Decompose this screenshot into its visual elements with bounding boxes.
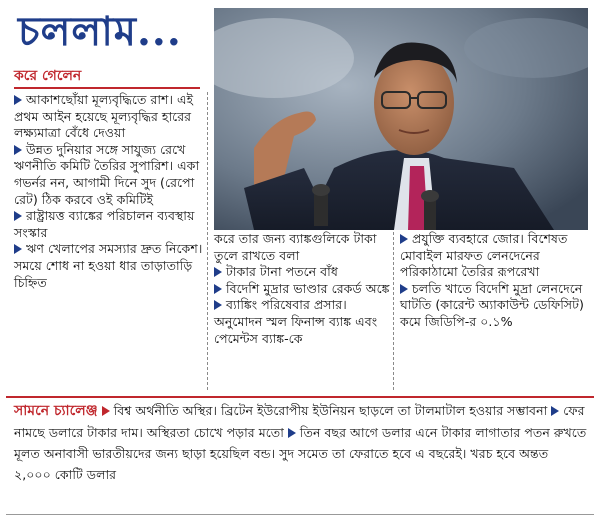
page-title: চললাম... bbox=[18, 8, 182, 55]
list-item-text: ঋণ খেলাপের সমস্যার দ্রুত নিকেশ। সময়ে শোধ না হওয়া ধার তাড়াতাড়ি চিহ্নিত bbox=[14, 241, 203, 290]
section-heading-challenge: সামনে চ্যালেঞ্জ bbox=[14, 403, 98, 419]
column-2 bbox=[214, 231, 390, 347]
list-item bbox=[214, 281, 390, 298]
list-item-text: বিদেশি মুদ্রার ভাণ্ডার রেকর্ড অঙ্কে bbox=[226, 280, 390, 296]
column-3 bbox=[400, 231, 588, 331]
list-item-continued: করে তার জন্য ব্যাঙ্কগুলিকে টাকা তুলে রাখতে বলা bbox=[214, 231, 377, 263]
triangle-bullet-icon bbox=[288, 428, 296, 438]
triangle-bullet-icon bbox=[14, 145, 22, 155]
list-item-text: চলতি খাতে বিদেশি মুদ্রা লেনদেনে ঘাটতি (কারেন্ট অ্যাকাউন্ট ডেফিসিট) কমে জিডিপি-র ০.১% bbox=[400, 280, 584, 329]
list-item bbox=[14, 241, 204, 291]
triangle-bullet-icon bbox=[14, 95, 22, 105]
portrait-image bbox=[214, 8, 588, 230]
challenge-section bbox=[14, 400, 588, 485]
section-rule bbox=[14, 87, 200, 89]
triangle-bullet-icon bbox=[214, 284, 222, 294]
challenge-item: তিন বছর আগে ডলার এনে টাকার লাগাতার পতন রুখতে মূলত অনাবাসী ভারতীয়দের জন্য ছাড়া হয়েছিল বন্ড। সুদ সমেত তা ফেরাতে হবে এ বছরেই। খরচ হবে অন্তত ২,০০০ কোটি ডলার bbox=[14, 425, 587, 482]
triangle-bullet-icon bbox=[102, 406, 110, 416]
column-divider bbox=[207, 92, 208, 390]
governor-photo bbox=[214, 8, 588, 230]
list-item-text: ব্যাঙ্কিং পরিষেবার প্রসার। অনুমোদন স্মল ফিনান্স ব্যাঙ্ক এবং পেমেন্টস ব্যাঙ্ক-কে bbox=[214, 297, 378, 346]
triangle-bullet-icon bbox=[551, 406, 559, 416]
triangle-bullet-icon bbox=[214, 267, 222, 277]
challenge-item: ফের নামছে ডলারে টাকার দাম। অস্থিরতা চোখে পড়ার মতো bbox=[14, 403, 585, 440]
list-item bbox=[14, 142, 204, 208]
list-item bbox=[214, 264, 390, 281]
list-item bbox=[14, 208, 204, 241]
column-1 bbox=[14, 92, 204, 291]
list-item-text: টাকার টানা পতনে বাঁধ bbox=[226, 264, 338, 280]
list-item bbox=[14, 92, 204, 142]
triangle-bullet-icon bbox=[214, 300, 222, 310]
bottom-border bbox=[6, 514, 594, 515]
triangle-bullet-icon bbox=[400, 284, 408, 294]
triangle-bullet-icon bbox=[400, 234, 408, 244]
list-item-text: প্রযুক্তি ব্যবহারে জোর। বিশেষত মোবাইল মারফত লেনদেনের পরিকাঠামো তৈরির রূপরেখা bbox=[400, 231, 568, 280]
section-heading-done: করে গেলেন bbox=[14, 68, 82, 84]
challenge-item: বিশ্ব অর্থনীতি অস্থির। ব্রিটেন ইউরোপীয় ইউনিয়ন ছাড়লে তা টালমাটাল হওয়ার সম্ভাবনা bbox=[113, 403, 548, 418]
list-item bbox=[400, 281, 588, 331]
list-item-text: রাষ্ট্রায়ত্ত ব্যাঙ্কের পরিচালন ব্যবস্থায় সংস্কার bbox=[14, 208, 195, 240]
list-item-text: আকাশছোঁয়া মূল্যবৃদ্ধিতে রাশ। এই প্রথম আইন হয়েছে মূল্যবৃদ্ধির হারের লক্ষ্যমাত্রা বেঁধে দেওয়া bbox=[14, 92, 194, 141]
triangle-bullet-icon bbox=[14, 244, 22, 254]
list-item bbox=[400, 231, 588, 281]
list-item-text: উন্নত দুনিয়ার সঙ্গে সাযুজ্য রেখে ঋণনীতি কমিটি তৈরির সুপারিশ। একা গভর্নর নন, আগামী দিনে সুদ (রেপো রেট) ঠিক করবে ওই কমিটিই bbox=[14, 141, 200, 207]
column-divider bbox=[393, 232, 394, 390]
list-item bbox=[214, 297, 390, 347]
section-rule bbox=[6, 396, 594, 398]
triangle-bullet-icon bbox=[14, 211, 22, 221]
